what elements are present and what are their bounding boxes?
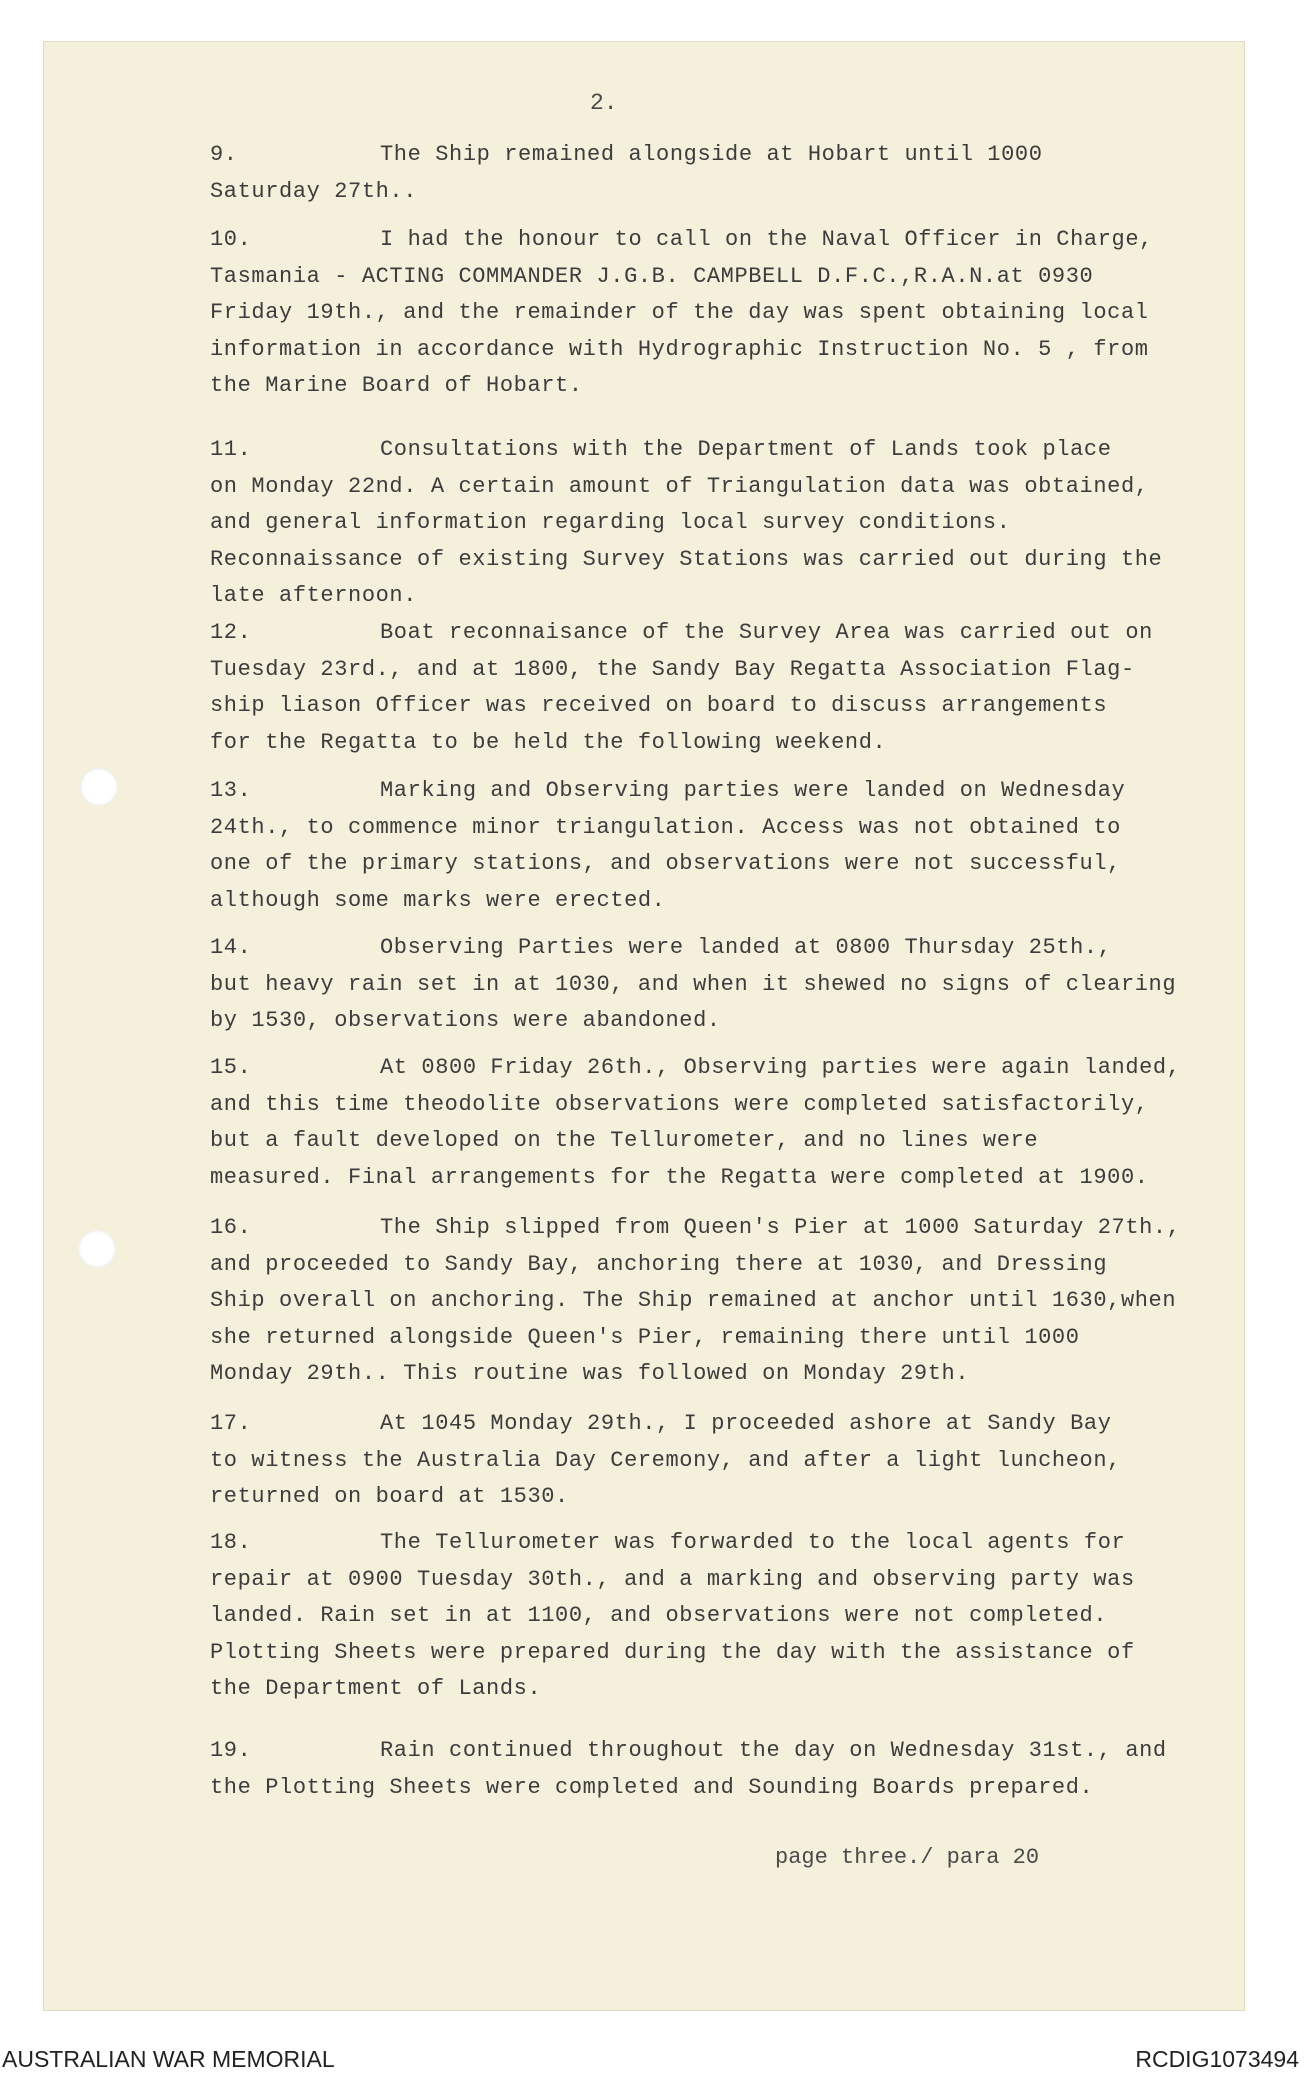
paragraph-text: repair at 0900 Tuesday 30th., and a marking and observing party was bbox=[210, 1566, 1135, 1592]
paragraph-15 bbox=[210, 1050, 1250, 1196]
paragraph-text: Consultations with the Department of Lands took place bbox=[380, 437, 1112, 462]
paragraph-text: Rain continued throughout the day on Wednesday 31st., and bbox=[380, 1738, 1167, 1763]
paragraph-text: to witness the Australia Day Ceremony, and after a light luncheon, bbox=[210, 1447, 1121, 1473]
paragraph-text: Ship overall on anchoring. The Ship remained at anchor until 1630,when bbox=[210, 1288, 1177, 1313]
paragraph-number: 19. bbox=[210, 1738, 252, 1763]
paragraph-line bbox=[210, 1525, 1250, 1562]
paragraph-text: and general information regarding local survey conditions. bbox=[210, 510, 1011, 535]
paragraph-text: 24th., to commence minor triangulation. Access was not obtained to bbox=[210, 814, 1121, 840]
paragraph-line bbox=[210, 578, 1250, 615]
paragraph-line bbox=[210, 1160, 1250, 1197]
paragraph-line bbox=[210, 542, 1250, 579]
paragraph-line bbox=[210, 1003, 1250, 1040]
paragraph-text: and proceeded to Sandy Bay, anchoring there at 1030, and Dressing bbox=[210, 1251, 1108, 1277]
paragraph-line bbox=[210, 1247, 1250, 1284]
paragraph-line bbox=[210, 810, 1250, 847]
paragraph-text: information in accordance with Hydrographic Instruction No. 5 , from bbox=[210, 336, 1149, 362]
paragraph-text: Tasmania - ACTING COMMANDER J.G.B. CAMPBELL D.F.C.,R.A.N.at 0930 bbox=[210, 263, 1094, 289]
archive-name: AUSTRALIAN WAR MEMORIAL bbox=[2, 2046, 335, 2072]
punch-hole-top bbox=[80, 768, 118, 806]
paragraph-11 bbox=[210, 432, 1250, 615]
paragraph-line bbox=[210, 332, 1250, 369]
paragraph-text: At 0800 Friday 26th., Observing parties were again landed, bbox=[380, 1055, 1181, 1080]
paragraph-text: landed. Rain set in at 1100, and observations were not completed. bbox=[210, 1603, 1108, 1628]
paragraph-number: 12. bbox=[210, 620, 252, 645]
paragraph-line bbox=[210, 652, 1250, 689]
paragraph-17 bbox=[210, 1406, 1250, 1516]
paragraph-text: she returned alongside Queen's Pier, remaining there until 1000 bbox=[210, 1324, 1080, 1350]
paragraph-line bbox=[210, 1598, 1250, 1635]
paragraph-number: 18. bbox=[210, 1530, 252, 1555]
paragraph-text: Marking and Observing parties were landed on Wednesday bbox=[380, 778, 1126, 803]
paragraph-text: At 1045 Monday 29th., I proceeded ashore at Sandy Bay bbox=[380, 1411, 1112, 1436]
paragraph-text: The Ship remained alongside at Hobart until 1000 bbox=[380, 142, 1043, 167]
paragraph-12 bbox=[210, 615, 1250, 761]
paragraph-13 bbox=[210, 773, 1250, 919]
paragraph-line bbox=[210, 432, 1250, 469]
paragraph-line bbox=[210, 1210, 1250, 1247]
paragraph-line bbox=[210, 1123, 1250, 1160]
paragraph-line bbox=[210, 883, 1250, 920]
paragraph-line bbox=[210, 1356, 1250, 1393]
paragraph-line bbox=[210, 615, 1250, 652]
paragraph-text: the Department of Lands. bbox=[210, 1676, 542, 1701]
paragraph-text: one of the primary stations, and observations were not successful, bbox=[210, 851, 1121, 876]
paragraph-16 bbox=[210, 1210, 1250, 1393]
paragraph-text: late afternoon. bbox=[210, 583, 418, 608]
paragraph-line bbox=[210, 137, 1250, 174]
paragraph-text: I had the honour to call on the Naval Officer in Charge, bbox=[380, 227, 1153, 252]
paragraph-line bbox=[210, 295, 1250, 332]
paragraph-number: 15. bbox=[210, 1055, 252, 1080]
paragraph-number: 17. bbox=[210, 1411, 252, 1436]
paragraph-line bbox=[210, 688, 1250, 725]
paragraph-line bbox=[210, 469, 1250, 506]
paragraph-number: 9. bbox=[210, 142, 238, 167]
page-number: 2. bbox=[590, 90, 618, 116]
paragraph-text: and this time theodolite observations were completed satisfactorily, bbox=[210, 1091, 1149, 1117]
continuation-note: page three./ para 20 bbox=[775, 1845, 1040, 1870]
paragraph-text: the Marine Board of Hobart. bbox=[210, 373, 583, 398]
paragraph-line bbox=[210, 846, 1250, 883]
paragraph-number: 14. bbox=[210, 935, 252, 960]
paragraph-text: Boat reconnaisance of the Survey Area was carried out on bbox=[380, 620, 1153, 645]
paragraph-line bbox=[210, 259, 1250, 296]
paragraph-line bbox=[210, 1671, 1250, 1708]
paragraph-text: Monday 29th.. This routine was followed on Monday 29th. bbox=[210, 1361, 970, 1386]
paragraph-line bbox=[210, 368, 1250, 405]
paragraph-number: 16. bbox=[210, 1215, 252, 1240]
paragraph-text: for the Regatta to be held the following weekend. bbox=[210, 729, 887, 755]
paragraph-text: Plotting Sheets were prepared during the day with the assistance of bbox=[210, 1639, 1135, 1665]
paragraph-18 bbox=[210, 1525, 1250, 1708]
paragraph-line bbox=[210, 773, 1250, 810]
paragraph-text: The Ship slipped from Queen's Pier at 1000 Saturday 27th., bbox=[380, 1215, 1181, 1240]
paragraph-text: Tuesday 23rd., and at 1800, the Sandy Bay Regatta Association Flag- bbox=[210, 656, 1135, 682]
paragraph-line bbox=[210, 1733, 1250, 1770]
paragraph-line bbox=[210, 1562, 1250, 1599]
paragraph-text: returned on board at 1530. bbox=[210, 1484, 569, 1509]
paragraph-10 bbox=[210, 222, 1250, 405]
paragraph-text: The Tellurometer was forwarded to the local agents for bbox=[380, 1530, 1126, 1555]
paragraph-line bbox=[210, 1479, 1250, 1516]
paragraph-text: Friday 19th., and the remainder of the day was spent obtaining local bbox=[210, 300, 1149, 325]
paragraph-text: but a fault developed on the Tellurometer, and no lines were bbox=[210, 1128, 1039, 1153]
paragraph-number: 13. bbox=[210, 778, 252, 803]
paragraph-line bbox=[210, 930, 1250, 967]
paragraph-19 bbox=[210, 1733, 1250, 1806]
paragraph-line bbox=[210, 222, 1250, 259]
paragraph-text: Observing Parties were landed at 0800 Thursday 25th., bbox=[380, 935, 1112, 960]
paragraph-number: 11. bbox=[210, 437, 252, 462]
paragraph-text: Reconnaissance of existing Survey Stations was carried out during the bbox=[210, 546, 1163, 572]
paragraph-line bbox=[210, 1635, 1250, 1672]
paragraph-text: by 1530, observations were abandoned. bbox=[210, 1008, 721, 1033]
paragraph-line bbox=[210, 1443, 1250, 1480]
paragraph-line bbox=[210, 1320, 1250, 1357]
paragraph-text: but heavy rain set in at 1030, and when it shewed no signs of clearing bbox=[210, 971, 1177, 997]
paragraph-text: on Monday 22nd. A certain amount of Triangulation data was obtained, bbox=[210, 473, 1149, 499]
paragraph-text: measured. Final arrangements for the Regatta were completed at 1900. bbox=[210, 1164, 1149, 1190]
punch-hole-bottom bbox=[78, 1230, 116, 1268]
paragraph-number: 10. bbox=[210, 227, 252, 252]
paragraph-line bbox=[210, 1283, 1250, 1320]
paragraph-line bbox=[210, 1770, 1250, 1807]
paragraph-text: the Plotting Sheets were completed and Sounding Boards prepared. bbox=[210, 1774, 1094, 1800]
paragraph-text: ship liason Officer was received on board to discuss arrangements bbox=[210, 693, 1108, 718]
paragraph-line bbox=[210, 725, 1250, 762]
paragraph-line bbox=[210, 1050, 1250, 1087]
paragraph-text: Saturday 27th.. bbox=[210, 178, 418, 204]
paragraph-14 bbox=[210, 930, 1250, 1040]
paragraph-line bbox=[210, 1087, 1250, 1124]
paragraph-line bbox=[210, 967, 1250, 1004]
paragraph-text: although some marks were erected. bbox=[210, 887, 666, 913]
paragraph-9 bbox=[210, 137, 1250, 210]
paragraph-line bbox=[210, 1406, 1250, 1443]
paragraph-line bbox=[210, 174, 1250, 211]
paragraph-line bbox=[210, 505, 1250, 542]
archive-id: RCDIG1073494 bbox=[1135, 2046, 1299, 2072]
